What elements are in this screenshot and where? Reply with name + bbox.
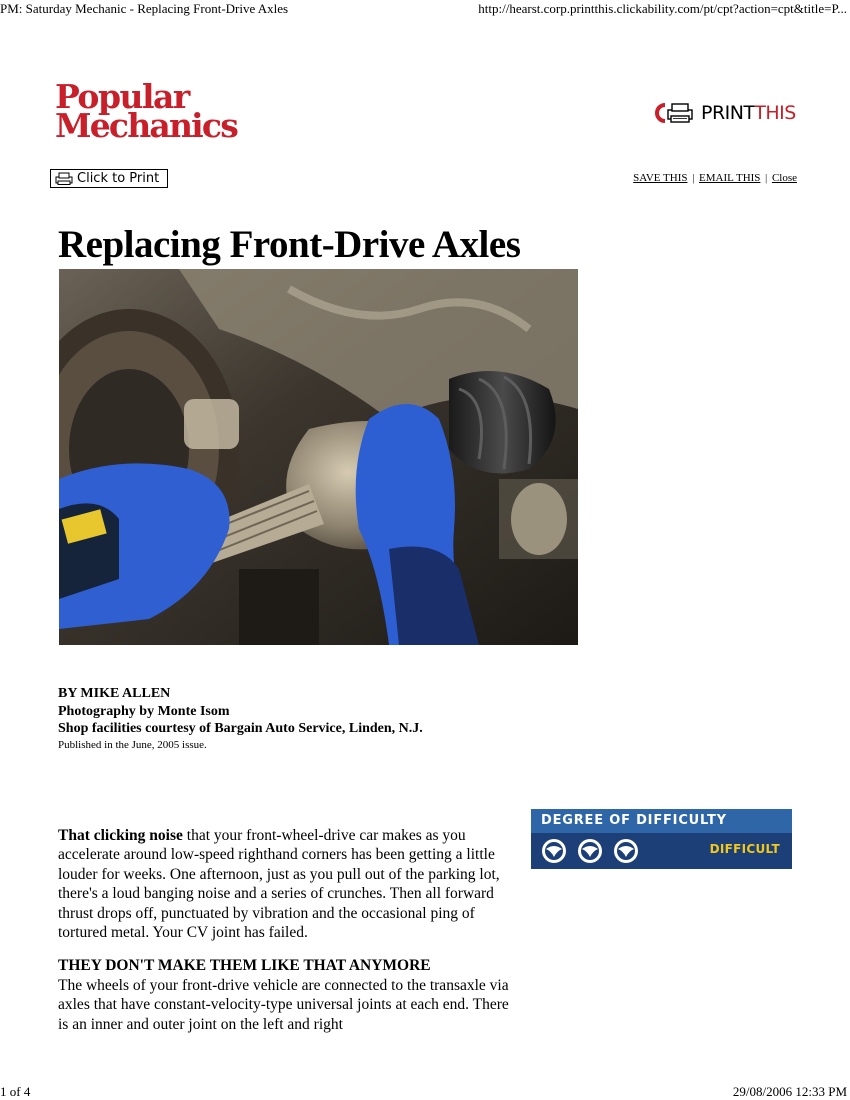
degree-of-difficulty-badge <box>531 809 792 869</box>
cv-axle-photo <box>59 269 578 645</box>
steering-wheel-icon <box>576 837 604 865</box>
lead-paragraph <box>58 826 518 942</box>
difficulty-rating <box>540 837 640 865</box>
printer-logo-icon <box>655 102 699 124</box>
article-title: Replacing Front-Drive Axles <box>58 223 521 266</box>
published-note: Published in the June, 2005 issue. <box>58 738 207 751</box>
article-body <box>58 826 518 1034</box>
click-to-print-label: Click to Print <box>77 171 160 186</box>
lead-text: that your front-wheel-drive car makes as you accelerate around low-speed righthand corners has been getting a little louder for weeks. One afternoon, just as you pull out of the parking lot, there's a loud banging noise and a series of crunches. Then all forward thrust drops off, punctuated by vibration and the occasional ping of tortured metal. Your CV joint has failed. <box>58 827 500 942</box>
photo-credit: Photography by Monte Isom <box>58 703 230 719</box>
author: BY MIKE ALLEN <box>58 686 171 701</box>
link-separator: | <box>765 173 768 184</box>
steering-wheel-icon <box>612 837 640 865</box>
article-byline <box>58 685 423 752</box>
save-this-link[interactable]: SAVE THIS <box>633 172 688 184</box>
printthis-text-this: THIS <box>754 102 796 124</box>
printer-icon <box>55 172 73 185</box>
close-link[interactable]: Close <box>771 172 797 184</box>
article-photo <box>59 269 578 645</box>
logo-line-2: Mechanics <box>55 106 237 145</box>
difficulty-level: DIFFICULT <box>709 842 780 856</box>
print-datetime: 29/08/2006 12:33 PM <box>732 1084 847 1099</box>
article-tools <box>633 172 797 184</box>
printthis-logo <box>655 102 796 124</box>
email-this-link[interactable]: EMAIL THIS <box>699 172 761 184</box>
page-number: 1 of 4 <box>0 1084 31 1099</box>
steering-wheel-icon <box>540 837 568 865</box>
section-heading: THEY DON'T MAKE THEM LIKE THAT ANYMORE <box>58 957 431 975</box>
shop-credit: Shop facilities courtesy of Bargain Auto Service, Linden, N.J. <box>58 721 423 736</box>
section-paragraph: The wheels of your front-drive vehicle are connected to the transaxle via axles that have constant-velocity-type universal joints at each end. There is an inner and outer joint on the left and right <box>58 976 509 1033</box>
print-header-title: PM: Saturday Mechanic - Replacing Front-Drive Axles <box>0 1 289 16</box>
popular-mechanics-logo[interactable] <box>55 77 270 145</box>
lead-in: That clicking noise <box>58 827 183 844</box>
printthis-text-print: PRINT <box>701 102 755 124</box>
print-header-url: http://hearst.corp.printthis.clickability.com/pt/cpt?action=cpt&title=P... <box>478 1 847 16</box>
logo-line-1: Popular <box>55 77 189 116</box>
link-separator: | <box>692 173 695 184</box>
difficulty-heading: DEGREE OF DIFFICULTY <box>531 809 792 833</box>
click-to-print-button[interactable] <box>50 169 168 188</box>
